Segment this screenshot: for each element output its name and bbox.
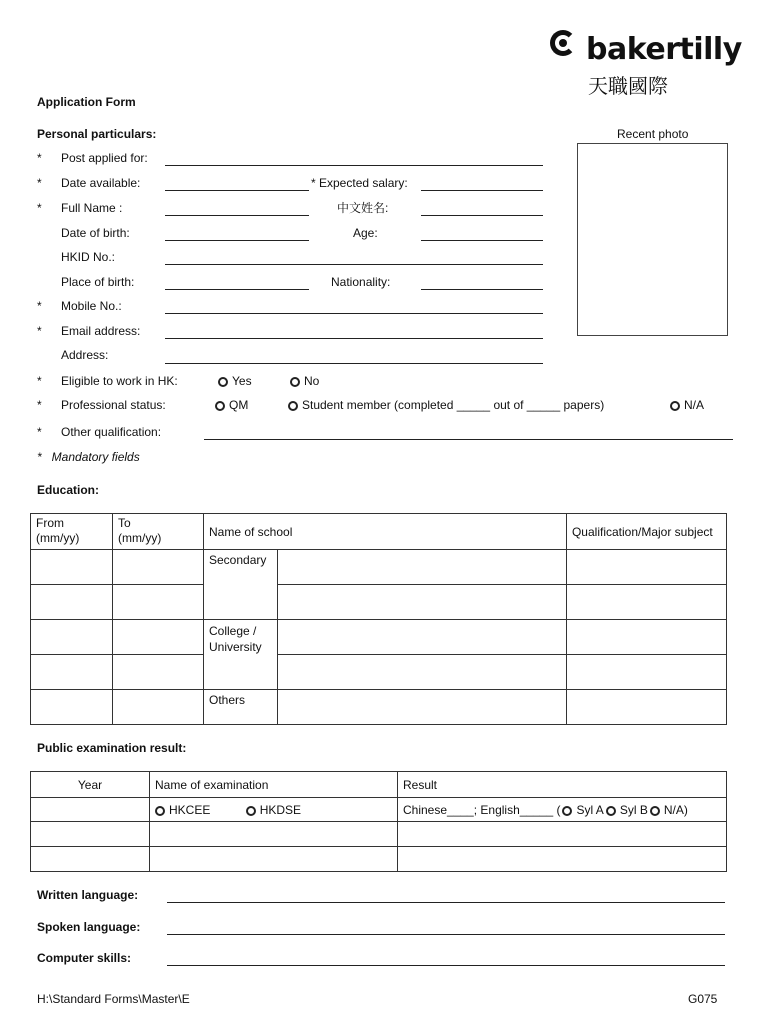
syl-a-radio[interactable]: Syl A <box>560 803 603 817</box>
radio-icon <box>290 377 300 387</box>
full-name-field[interactable] <box>165 215 309 216</box>
edu-cell[interactable] <box>31 690 113 725</box>
exam-type-cell <box>150 798 398 822</box>
written-language-label: Written language: <box>37 888 139 902</box>
edu-cell[interactable] <box>566 655 726 690</box>
address-label: Address: <box>61 348 109 362</box>
edu-cell[interactable] <box>113 585 204 620</box>
radio-icon <box>218 377 228 387</box>
required-star: * <box>37 374 42 388</box>
chinese-name-label: 中文姓名: <box>337 201 389 215</box>
radio-icon <box>215 401 225 411</box>
exam-cell[interactable] <box>31 822 150 847</box>
result-cell <box>398 798 727 822</box>
other-qualification-label: Other qualification: <box>61 425 162 439</box>
radio-icon <box>562 806 572 816</box>
other-qualification-field[interactable] <box>204 439 733 440</box>
radio-icon <box>650 806 660 816</box>
required-star: * <box>37 324 42 338</box>
required-star: * <box>37 299 42 313</box>
syl-b-radio[interactable]: Syl B <box>604 803 648 817</box>
full-name-label: Full Name : <box>61 201 123 215</box>
place-of-birth-label: Place of birth: <box>61 275 135 289</box>
edu-cell[interactable] <box>278 550 567 585</box>
exam-cell[interactable] <box>150 822 398 847</box>
required-star: * <box>37 398 42 412</box>
qm-radio[interactable]: QM <box>215 398 248 412</box>
photo-box[interactable] <box>577 143 728 336</box>
personal-heading: Personal particulars: <box>37 127 157 141</box>
expected-salary-label: * Expected salary: <box>311 176 408 190</box>
edu-cell[interactable] <box>113 655 204 690</box>
exam-table <box>30 771 727 872</box>
year-header: Year <box>31 772 150 798</box>
date-available-label: Date available: <box>61 176 141 190</box>
mandatory-note: * Mandatory fields <box>37 450 140 464</box>
edu-cell[interactable] <box>278 585 567 620</box>
email-label: Email address: <box>61 324 141 338</box>
eligible-no-radio[interactable]: No <box>290 374 319 388</box>
radio-icon <box>288 401 298 411</box>
required-star: * <box>37 201 42 215</box>
others-label: Others <box>204 690 278 725</box>
edu-cell[interactable] <box>566 620 726 655</box>
na-radio[interactable]: N/A <box>670 398 704 412</box>
company-logo <box>550 28 740 98</box>
hkid-label: HKID No.: <box>61 250 116 264</box>
dob-label: Date of birth: <box>61 226 130 240</box>
footer-code: G075 <box>688 992 718 1006</box>
computer-skills-label: Computer skills: <box>37 951 132 965</box>
logo-mark-icon <box>550 30 576 56</box>
edu-cell[interactable] <box>31 550 113 585</box>
hkid-field[interactable] <box>165 264 543 265</box>
logo-text: bakertilly <box>586 32 742 67</box>
secondary-label: Secondary <box>204 550 278 620</box>
radio-icon <box>246 806 256 816</box>
edu-cell[interactable] <box>31 655 113 690</box>
address-field[interactable] <box>165 363 543 364</box>
email-field[interactable] <box>165 338 543 339</box>
radio-icon <box>670 401 680 411</box>
edu-cell[interactable] <box>113 620 204 655</box>
professional-status-label: Professional status: <box>61 398 166 412</box>
hkcee-radio[interactable]: HKCEE <box>155 803 210 817</box>
recent-photo-label: Recent photo <box>617 127 689 141</box>
from-header: From (mm/yy) <box>31 514 113 550</box>
mobile-label: Mobile No.: <box>61 299 122 313</box>
required-star: * <box>37 425 42 439</box>
edu-cell[interactable] <box>113 690 204 725</box>
spoken-language-label: Spoken language: <box>37 920 141 934</box>
school-header: Name of school <box>204 514 567 550</box>
radio-icon <box>155 806 165 816</box>
na-radio[interactable]: N/A) <box>648 803 688 817</box>
nationality-field[interactable] <box>421 289 543 290</box>
eligible-label: Eligible to work in HK: <box>61 374 178 388</box>
spoken-language-field[interactable] <box>167 934 725 935</box>
edu-cell[interactable] <box>278 620 567 655</box>
mobile-field[interactable] <box>165 313 543 314</box>
post-applied-field[interactable] <box>165 165 543 166</box>
edu-cell[interactable] <box>31 620 113 655</box>
chinese-name-field[interactable] <box>421 215 543 216</box>
qualification-header: Qualification/Major subject <box>566 514 726 550</box>
place-of-birth-field[interactable] <box>165 289 309 290</box>
result-text: Chinese____; English_____ ( <box>403 802 561 817</box>
required-star: * <box>37 151 42 165</box>
date-available-field[interactable] <box>165 190 309 191</box>
footer-path: H:\Standard Forms\Master\E <box>37 992 190 1006</box>
exam-cell[interactable] <box>398 822 727 847</box>
education-heading: Education: <box>37 483 99 497</box>
education-table <box>30 513 727 725</box>
form-title: Application Form <box>37 95 136 109</box>
computer-skills-field[interactable] <box>167 965 725 966</box>
exam-name-header: Name of examination <box>150 772 398 798</box>
exam-cell[interactable] <box>150 847 398 872</box>
radio-icon <box>606 806 616 816</box>
expected-salary-field[interactable] <box>421 190 543 191</box>
edu-cell[interactable] <box>113 550 204 585</box>
edu-cell[interactable] <box>31 585 113 620</box>
nationality-label: Nationality: <box>331 275 391 289</box>
edu-cell[interactable] <box>278 655 567 690</box>
logo-chinese-text: 天職國際 <box>588 76 668 98</box>
age-label: Age: <box>353 226 378 240</box>
written-language-field[interactable] <box>167 902 725 903</box>
exam-heading: Public examination result: <box>37 741 187 755</box>
age-field[interactable] <box>421 240 543 241</box>
result-header: Result <box>398 772 727 798</box>
required-star: * <box>37 176 42 190</box>
edu-cell[interactable] <box>278 690 567 725</box>
college-label: College / University <box>204 620 278 690</box>
student-member-radio[interactable]: Student member (completed _____ out of _____ papers) <box>288 398 604 412</box>
edu-cell[interactable] <box>566 585 726 620</box>
to-header: To (mm/yy) <box>113 514 204 550</box>
dob-field[interactable] <box>165 240 309 241</box>
eligible-yes-radio[interactable]: Yes <box>218 374 252 388</box>
exam-cell[interactable] <box>398 847 727 872</box>
exam-cell[interactable] <box>31 798 150 822</box>
post-applied-label: Post applied for: <box>61 151 148 165</box>
edu-cell[interactable] <box>566 690 726 725</box>
exam-cell[interactable] <box>31 847 150 872</box>
edu-cell[interactable] <box>566 550 726 585</box>
hkdse-radio[interactable]: HKDSE <box>246 803 301 817</box>
